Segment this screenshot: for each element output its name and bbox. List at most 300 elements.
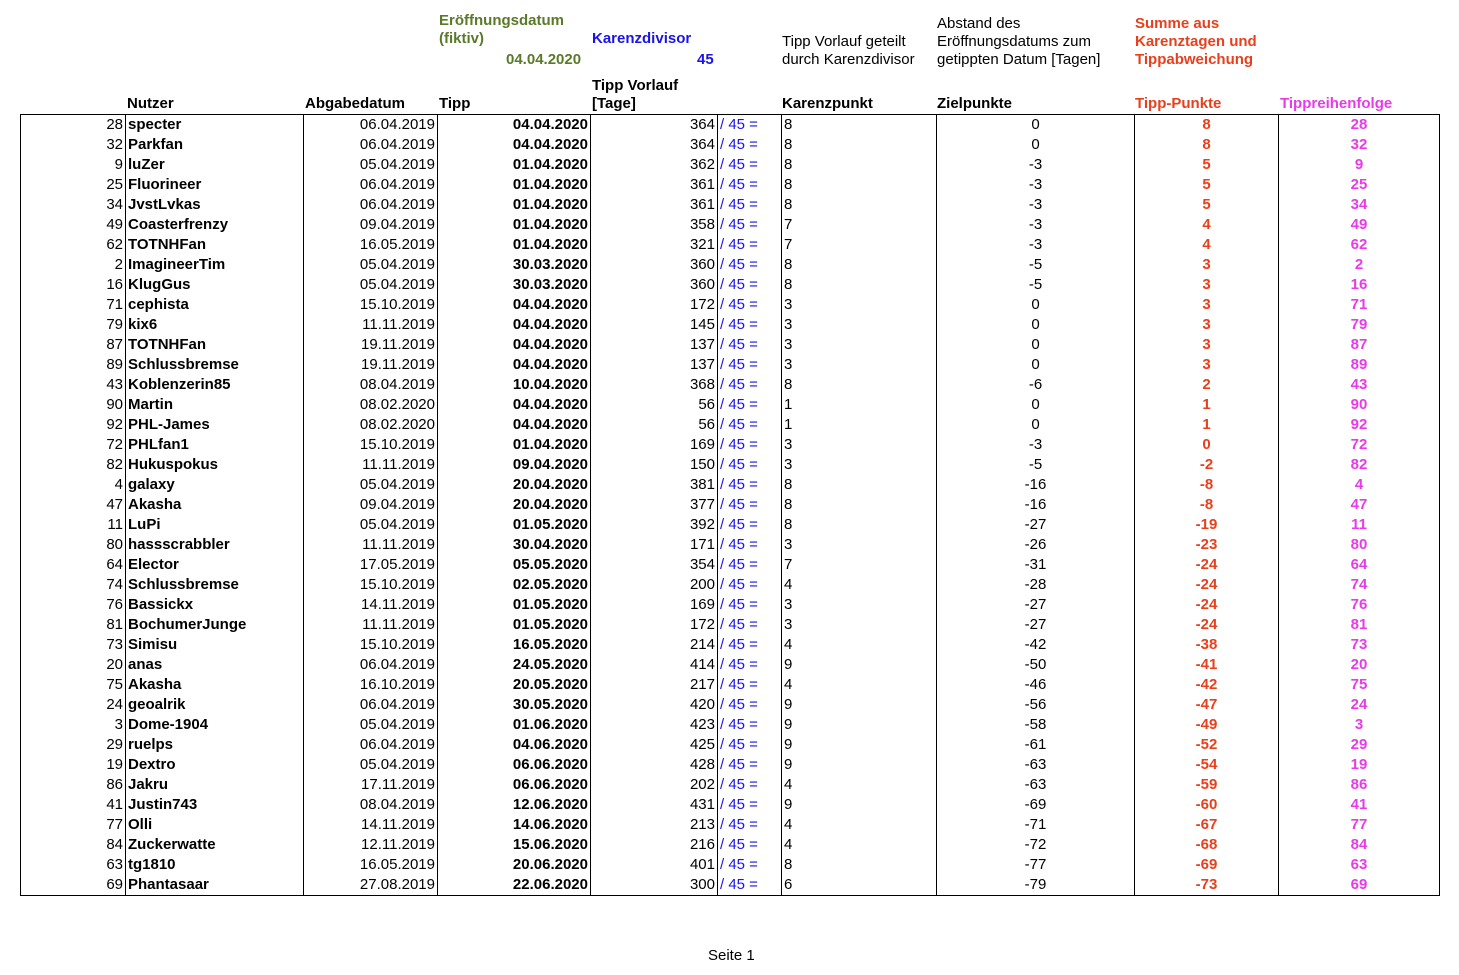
- cell-tipp-punkte: 5: [1135, 195, 1279, 215]
- table-row: [21, 775, 1440, 795]
- cell-divisor: / 45 =: [720, 376, 758, 393]
- cell-tipp: 01.04.2020: [438, 235, 591, 255]
- cell-karenzpunkt: 4: [782, 575, 937, 595]
- cell-tipp: 16.05.2020: [438, 635, 591, 655]
- table-row: [21, 835, 1440, 855]
- cell-divisor: / 45 =: [720, 476, 758, 493]
- cell-tipp: 04.04.2020: [438, 415, 591, 435]
- table-row: [21, 815, 1440, 835]
- cell-zielpunkte: -5: [937, 275, 1135, 295]
- cell-karenzpunkt: 8: [782, 255, 937, 275]
- table-row: [21, 735, 1440, 755]
- cell-tippreihenfolge: 75: [1279, 675, 1440, 695]
- cell-nutzer: tg1810: [126, 855, 304, 875]
- cell-tipp-punkte: 3: [1135, 295, 1279, 315]
- cell-tipp-vorlauf: 145: [591, 315, 718, 335]
- cell-nutzer: Justin743: [126, 795, 304, 815]
- cell-tipp-punkte: 8: [1135, 135, 1279, 155]
- cell-divisor: / 45 =: [720, 176, 758, 193]
- cell-abgabedatum: 11.11.2019: [304, 455, 438, 475]
- cell-nutzer: Martin: [126, 395, 304, 415]
- cell-karenzpunkt: 4: [782, 675, 937, 695]
- cell-abgabedatum: 17.11.2019: [304, 775, 438, 795]
- cell-abgabedatum: 15.10.2019: [304, 435, 438, 455]
- cell-nutzer: PHL-James: [126, 415, 304, 435]
- cell-nutzer: anas: [126, 655, 304, 675]
- cell-divisor: / 45 =: [720, 196, 758, 213]
- cell-abgabedatum: 05.04.2019: [304, 475, 438, 495]
- table-row: [21, 855, 1440, 875]
- table-row: [21, 755, 1440, 775]
- opening-date-value: 04.04.2020: [506, 51, 582, 68]
- cell-zielpunkte: -3: [937, 195, 1135, 215]
- cell-tipp-nr: 73: [21, 635, 126, 655]
- cell-nutzer: Elector: [126, 555, 304, 575]
- cell-tipp-punkte: 3: [1135, 275, 1279, 295]
- col-header-tipp-vorlauf: Tipp Vorlauf: [592, 77, 679, 94]
- cell-abgabedatum: 14.11.2019: [304, 595, 438, 615]
- cell-divisor: / 45 =: [720, 656, 758, 673]
- cell-tipp-nr: 79: [21, 315, 126, 335]
- cell-nutzer: Koblenzerin85: [126, 375, 304, 395]
- cell-tipp-vorlauf: 425: [591, 735, 718, 755]
- cell-karenzpunkt: 4: [782, 815, 937, 835]
- table-row: [21, 435, 1440, 455]
- cell-tipp-punkte: 1: [1135, 415, 1279, 435]
- cell-abgabedatum: 15.10.2019: [304, 575, 438, 595]
- cell-zielpunkte: -3: [937, 155, 1135, 175]
- cell-tipp: 01.04.2020: [438, 175, 591, 195]
- cell-nutzer: ImagineerTim: [126, 255, 304, 275]
- cell-tipp-vorlauf: 171: [591, 535, 718, 555]
- cell-abgabedatum: 05.04.2019: [304, 155, 438, 175]
- cell-tipp-nr: 87: [21, 335, 126, 355]
- cell-tippreihenfolge: 49: [1279, 215, 1440, 235]
- table-row: [21, 215, 1440, 235]
- cell-zielpunkte: -46: [937, 675, 1135, 695]
- table-row: [21, 195, 1440, 215]
- cell-tippreihenfolge: 86: [1279, 775, 1440, 795]
- cell-zielpunkte: -28: [937, 575, 1135, 595]
- cell-karenzpunkt: 9: [782, 795, 937, 815]
- cell-zielpunkte: -72: [937, 835, 1135, 855]
- cell-karenzpunkt: 3: [782, 615, 937, 635]
- table-row: [21, 515, 1440, 535]
- cell-tipp: 14.06.2020: [438, 815, 591, 835]
- cell-nutzer: LuPi: [126, 515, 304, 535]
- cell-tippreihenfolge: 34: [1279, 195, 1440, 215]
- cell-karenzpunkt: 1: [782, 415, 937, 435]
- cell-divisor: / 45 =: [718, 115, 782, 136]
- cell-karenzpunkt: 7: [782, 555, 937, 575]
- cell-zielpunkte: -5: [937, 255, 1135, 275]
- cell-abgabedatum: 09.04.2019: [304, 215, 438, 235]
- cell-tippreihenfolge: 43: [1279, 375, 1440, 395]
- cell-tipp-punkte: -54: [1135, 755, 1279, 775]
- table-row: [21, 675, 1440, 695]
- cell-nutzer: Parkfan: [126, 135, 304, 155]
- cell-tipp-punkte: -73: [1135, 875, 1279, 896]
- cell-divisor: / 45 =: [720, 156, 758, 173]
- cell-divisor: / 45 =: [720, 696, 758, 713]
- cell-divisor: / 45 =: [720, 796, 758, 813]
- cell-zielpunkte: 0: [937, 315, 1135, 335]
- cell-divisor: / 45 =: [720, 736, 758, 753]
- cell-tipp-vorlauf: 360: [591, 255, 718, 275]
- cell-karenzpunkt: 8: [782, 195, 937, 215]
- cell-divisor: / 45 =: [720, 216, 758, 233]
- cell-tipp: 30.04.2020: [438, 535, 591, 555]
- cell-nutzer: Hukuspokus: [126, 455, 304, 475]
- cell-tipp: 20.06.2020: [438, 855, 591, 875]
- cell-tippreihenfolge: 72: [1279, 435, 1440, 455]
- cell-karenzpunkt: 8: [782, 515, 937, 535]
- cell-abgabedatum: 16.10.2019: [304, 675, 438, 695]
- cell-divisor: / 45 =: [720, 716, 758, 733]
- cell-nutzer: Akasha: [126, 675, 304, 695]
- cell-abgabedatum: 15.10.2019: [304, 635, 438, 655]
- cell-tipp-nr: 63: [21, 855, 126, 875]
- col-header-karenzpunkt: Karenzpunkt: [782, 95, 873, 112]
- cell-zielpunkte: -63: [937, 775, 1135, 795]
- cell-nutzer: Fluorineer: [126, 175, 304, 195]
- cell-tippreihenfolge: 24: [1279, 695, 1440, 715]
- cell-divisor: / 45 =: [720, 676, 758, 693]
- cell-tipp-vorlauf: 420: [591, 695, 718, 715]
- cell-nutzer: kix6: [126, 315, 304, 335]
- cell-abgabedatum: 06.04.2019: [304, 695, 438, 715]
- cell-karenzpunkt: 3: [782, 535, 937, 555]
- cell-zielpunkte: -56: [937, 695, 1135, 715]
- cell-tipp-nr: 20: [21, 655, 126, 675]
- col-header-abgabedatum: Abgabedatum: [305, 95, 406, 112]
- cell-tipp-vorlauf: 200: [591, 575, 718, 595]
- cell-tipp: 06.06.2020: [438, 755, 591, 775]
- cell-nutzer: TOTNHFan: [126, 235, 304, 255]
- results-table: [20, 114, 1440, 896]
- table-row: [21, 355, 1440, 375]
- cell-tipp-vorlauf: 216: [591, 835, 718, 855]
- cell-zielpunkte: -69: [937, 795, 1135, 815]
- cell-tipp-punkte: -59: [1135, 775, 1279, 795]
- cell-tippreihenfolge: 84: [1279, 835, 1440, 855]
- cell-divisor: / 45 =: [720, 316, 758, 333]
- cell-tipp: 04.04.2020: [438, 355, 591, 375]
- cell-divisor: / 45 =: [720, 296, 758, 313]
- cell-zielpunkte: -61: [937, 735, 1135, 755]
- cell-tipp-vorlauf: 172: [591, 615, 718, 635]
- summe-note-2: Karenztagen und: [1135, 33, 1257, 50]
- cell-karenzpunkt: 4: [782, 835, 937, 855]
- cell-zielpunkte: -26: [937, 535, 1135, 555]
- cell-abgabedatum: 27.08.2019: [304, 875, 438, 896]
- cell-tipp-nr: 64: [21, 555, 126, 575]
- cell-karenzpunkt: 8: [782, 115, 937, 136]
- cell-abgabedatum: 08.04.2019: [304, 375, 438, 395]
- cell-tippreihenfolge: 28: [1279, 115, 1440, 136]
- table-row: [21, 175, 1440, 195]
- cell-tipp-nr: 25: [21, 175, 126, 195]
- cell-nutzer: Akasha: [126, 495, 304, 515]
- cell-tipp-nr: 82: [21, 455, 126, 475]
- cell-abgabedatum: 05.04.2019: [304, 715, 438, 735]
- cell-tipp-vorlauf: 56: [591, 395, 718, 415]
- cell-abgabedatum: 05.04.2019: [304, 515, 438, 535]
- cell-tipp-punkte: 3: [1135, 315, 1279, 335]
- cell-karenzpunkt: 8: [782, 495, 937, 515]
- cell-tipp-nr: 19: [21, 755, 126, 775]
- cell-tipp: 04.06.2020: [438, 735, 591, 755]
- cell-tipp-vorlauf: 431: [591, 795, 718, 815]
- cell-nutzer: geoalrik: [126, 695, 304, 715]
- table-row: [21, 635, 1440, 655]
- cell-tipp-vorlauf: 392: [591, 515, 718, 535]
- abstand-note-2: Eröffnungsdatums zum: [937, 33, 1091, 50]
- cell-tipp: 20.04.2020: [438, 475, 591, 495]
- col-header-tipp-vorlauf-unit: [Tage]: [592, 95, 636, 112]
- cell-tipp-nr: 86: [21, 775, 126, 795]
- cell-tipp: 04.04.2020: [438, 315, 591, 335]
- cell-divisor: / 45 =: [720, 536, 758, 553]
- cell-karenzpunkt: 6: [782, 875, 937, 896]
- cell-tipp-nr: 74: [21, 575, 126, 595]
- cell-tipp: 30.05.2020: [438, 695, 591, 715]
- cell-tipp-vorlauf: 377: [591, 495, 718, 515]
- cell-tipp: 30.03.2020: [438, 275, 591, 295]
- cell-zielpunkte: -27: [937, 515, 1135, 535]
- cell-tipp: 10.04.2020: [438, 375, 591, 395]
- cell-tipp: 22.06.2020: [438, 875, 591, 896]
- cell-tipp-nr: 32: [21, 135, 126, 155]
- cell-tippreihenfolge: 69: [1279, 875, 1440, 896]
- cell-tipp: 04.04.2020: [438, 335, 591, 355]
- cell-zielpunkte: 0: [937, 335, 1135, 355]
- cell-abgabedatum: 06.04.2019: [304, 175, 438, 195]
- cell-nutzer: ruelps: [126, 735, 304, 755]
- table-row: [21, 255, 1440, 275]
- page-number: Seite 1: [708, 947, 755, 964]
- cell-divisor: / 45 =: [720, 496, 758, 513]
- cell-tipp-vorlauf: 217: [591, 675, 718, 695]
- cell-tippreihenfolge: 3: [1279, 715, 1440, 735]
- table-row: [21, 695, 1440, 715]
- cell-tipp-punkte: -24: [1135, 555, 1279, 575]
- cell-abgabedatum: 19.11.2019: [304, 335, 438, 355]
- cell-tipp-punkte: -23: [1135, 535, 1279, 555]
- grace-divisor-label: Karenzdivisor: [592, 30, 692, 47]
- cell-tipp-nr: 62: [21, 235, 126, 255]
- cell-tipp: 04.04.2020: [438, 395, 591, 415]
- cell-zielpunkte: 0: [937, 355, 1135, 375]
- cell-tipp-vorlauf: 361: [591, 175, 718, 195]
- cell-tipp: 01.04.2020: [438, 435, 591, 455]
- cell-tipp-punkte: -42: [1135, 675, 1279, 695]
- cell-karenzpunkt: 8: [782, 275, 937, 295]
- cell-tipp-punkte: -19: [1135, 515, 1279, 535]
- cell-tippreihenfolge: 47: [1279, 495, 1440, 515]
- cell-abgabedatum: 16.05.2019: [304, 855, 438, 875]
- col-header-tippreihenfolge: Tippreihenfolge: [1280, 95, 1393, 112]
- table-row: [21, 715, 1440, 735]
- cell-abgabedatum: 06.04.2019: [304, 735, 438, 755]
- cell-tipp-vorlauf: 56: [591, 415, 718, 435]
- abstand-note-1: Abstand des: [937, 15, 1021, 32]
- cell-abgabedatum: 06.04.2019: [304, 135, 438, 155]
- cell-tipp-nr: 2: [21, 255, 126, 275]
- cell-nutzer: specter: [126, 115, 304, 136]
- cell-zielpunkte: -31: [937, 555, 1135, 575]
- cell-zielpunkte: -3: [937, 175, 1135, 195]
- cell-tipp-nr: 9: [21, 155, 126, 175]
- cell-tipp: 04.04.2020: [438, 115, 591, 136]
- cell-tippreihenfolge: 29: [1279, 735, 1440, 755]
- cell-karenzpunkt: 8: [782, 855, 937, 875]
- cell-abgabedatum: 08.04.2019: [304, 795, 438, 815]
- table-row: [21, 335, 1440, 355]
- cell-nutzer: Simisu: [126, 635, 304, 655]
- cell-tippreihenfolge: 77: [1279, 815, 1440, 835]
- cell-tipp: 20.05.2020: [438, 675, 591, 695]
- cell-karenzpunkt: 8: [782, 175, 937, 195]
- cell-divisor: / 45 =: [720, 396, 758, 413]
- table-row: [21, 275, 1440, 295]
- grace-divisor-value: 45: [697, 51, 714, 68]
- cell-tipp: 05.05.2020: [438, 555, 591, 575]
- cell-tipp-nr: 84: [21, 835, 126, 855]
- cell-nutzer: Coasterfrenzy: [126, 215, 304, 235]
- cell-nutzer: Zuckerwatte: [126, 835, 304, 855]
- cell-tipp: 12.06.2020: [438, 795, 591, 815]
- cell-tipp-nr: 80: [21, 535, 126, 555]
- cell-tipp-vorlauf: 202: [591, 775, 718, 795]
- cell-nutzer: Bassickx: [126, 595, 304, 615]
- cell-nutzer: KlugGus: [126, 275, 304, 295]
- cell-tipp: 01.04.2020: [438, 195, 591, 215]
- cell-karenzpunkt: 8: [782, 155, 937, 175]
- cell-abgabedatum: 05.04.2019: [304, 255, 438, 275]
- cell-tipp: 01.04.2020: [438, 155, 591, 175]
- cell-zielpunkte: -71: [937, 815, 1135, 835]
- cell-nutzer: Dome-1904: [126, 715, 304, 735]
- cell-tipp-vorlauf: 428: [591, 755, 718, 775]
- table-row: [21, 875, 1440, 896]
- cell-tipp: 20.04.2020: [438, 495, 591, 515]
- cell-tipp-nr: 69: [21, 875, 126, 896]
- cell-abgabedatum: 11.11.2019: [304, 615, 438, 635]
- cell-tipp-punkte: 3: [1135, 335, 1279, 355]
- cell-tipp: 01.05.2020: [438, 615, 591, 635]
- cell-tipp-nr: 43: [21, 375, 126, 395]
- cell-abgabedatum: 11.11.2019: [304, 535, 438, 555]
- cell-tipp-punkte: -24: [1135, 595, 1279, 615]
- cell-divisor: / 45 =: [720, 356, 758, 373]
- cell-divisor: / 45 =: [720, 516, 758, 533]
- cell-tipp-nr: 24: [21, 695, 126, 715]
- cell-nutzer: TOTNHFan: [126, 335, 304, 355]
- cell-tipp-vorlauf: 360: [591, 275, 718, 295]
- cell-tipp-nr: 41: [21, 795, 126, 815]
- cell-nutzer: Dextro: [126, 755, 304, 775]
- cell-divisor: / 45 =: [720, 336, 758, 353]
- cell-tipp-vorlauf: 321: [591, 235, 718, 255]
- cell-tipp-vorlauf: 172: [591, 295, 718, 315]
- cell-karenzpunkt: 9: [782, 755, 937, 775]
- cell-divisor: / 45 =: [720, 436, 758, 453]
- cell-tipp-punkte: 8: [1135, 115, 1279, 136]
- cell-nutzer: Jakru: [126, 775, 304, 795]
- cell-zielpunkte: -27: [937, 595, 1135, 615]
- cell-zielpunkte: 0: [937, 115, 1135, 136]
- table-row: [21, 455, 1440, 475]
- table-row: [21, 235, 1440, 255]
- cell-karenzpunkt: 3: [782, 455, 937, 475]
- col-header-zielpunkte: Zielpunkte: [937, 95, 1013, 112]
- cell-tipp-punkte: -24: [1135, 615, 1279, 635]
- opening-date-label-fictive: (fiktiv): [439, 30, 484, 47]
- cell-tippreihenfolge: 89: [1279, 355, 1440, 375]
- cell-karenzpunkt: 3: [782, 295, 937, 315]
- cell-divisor: / 45 =: [720, 616, 758, 633]
- cell-abgabedatum: 05.04.2019: [304, 755, 438, 775]
- cell-tippreihenfolge: 19: [1279, 755, 1440, 775]
- cell-tipp-vorlauf: 137: [591, 355, 718, 375]
- table-row: [21, 575, 1440, 595]
- cell-karenzpunkt: 9: [782, 735, 937, 755]
- cell-tipp-punkte: -67: [1135, 815, 1279, 835]
- cell-tipp-punkte: -49: [1135, 715, 1279, 735]
- cell-nutzer: luZer: [126, 155, 304, 175]
- cell-tipp-nr: 3: [21, 715, 126, 735]
- cell-zielpunkte: -27: [937, 615, 1135, 635]
- cell-karenzpunkt: 7: [782, 215, 937, 235]
- cell-tipp: 06.06.2020: [438, 775, 591, 795]
- cell-karenzpunkt: 9: [782, 715, 937, 735]
- cell-karenzpunkt: 4: [782, 635, 937, 655]
- cell-tipp-nr: 77: [21, 815, 126, 835]
- cell-karenzpunkt: 4: [782, 775, 937, 795]
- cell-abgabedatum: 09.04.2019: [304, 495, 438, 515]
- cell-abgabedatum: 08.02.2020: [304, 415, 438, 435]
- cell-zielpunkte: 0: [937, 415, 1135, 435]
- cell-tippreihenfolge: 64: [1279, 555, 1440, 575]
- cell-divisor: / 45 =: [720, 856, 758, 873]
- cell-abgabedatum: 06.04.2019: [304, 115, 438, 136]
- cell-karenzpunkt: 9: [782, 655, 937, 675]
- cell-divisor: / 45 =: [720, 416, 758, 433]
- cell-tippreihenfolge: 32: [1279, 135, 1440, 155]
- cell-tipp-vorlauf: 362: [591, 155, 718, 175]
- cell-tipp-nr: 75: [21, 675, 126, 695]
- cell-tipp-punkte: -69: [1135, 855, 1279, 875]
- table-row: [21, 415, 1440, 435]
- cell-divisor: / 45 =: [718, 875, 782, 896]
- cell-nutzer: JvstLvkas: [126, 195, 304, 215]
- cell-tipp-punkte: 5: [1135, 175, 1279, 195]
- cell-tipp-nr: 11: [21, 515, 126, 535]
- cell-nutzer: BochumerJunge: [126, 615, 304, 635]
- cell-karenzpunkt: 8: [782, 375, 937, 395]
- cell-tipp-punkte: 4: [1135, 235, 1279, 255]
- cell-tippreihenfolge: 79: [1279, 315, 1440, 335]
- cell-karenzpunkt: 3: [782, 355, 937, 375]
- cell-tippreihenfolge: 74: [1279, 575, 1440, 595]
- tipp-vorlauf-note-2: durch Karenzdivisor: [782, 51, 915, 68]
- table-row: [21, 535, 1440, 555]
- cell-tippreihenfolge: 20: [1279, 655, 1440, 675]
- cell-abgabedatum: 06.04.2019: [304, 655, 438, 675]
- cell-tippreihenfolge: 76: [1279, 595, 1440, 615]
- cell-tipp-punkte: 4: [1135, 215, 1279, 235]
